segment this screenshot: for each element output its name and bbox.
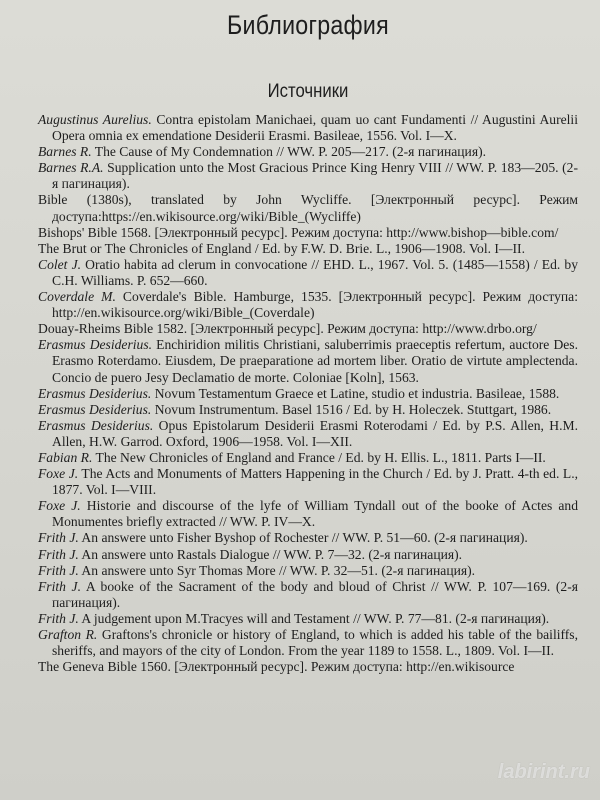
entry-text: The Acts and Monuments of Matters Happening in the Church / Ed. by J. Pratt. 4-th ed. L., 1877. Vol. I—VIII. [52,466,578,498]
entry-text: Novum Testamentum Graece et Latine, studio et industria. Basileae, 1588. [151,385,560,401]
bibliography-entry [38,241,578,257]
bibliography-entry [38,192,578,224]
entry-author: Barnes R.A. [38,160,104,176]
entry-text: The New Chronicles of England and France / Ed. by H. Ellis. L., 1811. Parts I—II. [92,449,546,465]
bibliography-entry [38,563,578,579]
bibliography-entry [38,498,578,530]
bibliography-entry [38,547,578,563]
entry-author: Frith J. [38,530,79,546]
entry-text: The Cause of My Condemnation // WW. P. 205—217. (2-я пагинация). [91,144,487,160]
entry-text: An answere unto Syr Thomas More // WW. P. 32—51. (2-я пагинация). [78,562,476,578]
entry-text: Bishops' Bible 1568. [Электронный ресурс]. Режим доступа: http://www.bishop—bible.com/ [38,224,559,240]
page-title: Библиография [227,10,389,40]
entry-author: Foxe J. [38,498,81,514]
entry-author: Coverdale M. [38,289,116,305]
entry-author: Colet J. [38,256,82,272]
entry-text: A judgement upon M.Tracyes will and Testament // WW. P. 77—81. (2-я пагинация). [78,610,550,626]
bibliography-entry [38,225,578,241]
entry-text: Supplication unto the Most Gracious Prince King Henry VIII // WW. P. 183—205. (2-я пагинация). [52,160,578,192]
entry-author: Erasmus Desiderius. [38,401,152,417]
entry-text: Graftons's chronicle or history of England, to which is added his table of the bailiffs, sheriffs, and mayors of the city of London. From the year 1189 to 1558. L., 1809. Vol. I—II. [52,627,578,659]
bibliography-entry [38,530,578,546]
bibliography-entry [38,418,578,450]
entry-text: An answere unto Fisher Byshop of Rochester // WW. P. 51—60. (2-я пагинация). [78,530,528,546]
entry-author: Erasmus Desiderius. [38,337,153,353]
entry-text: Oratio habita ad clerum in convocatione // EHD. L., 1967. Vol. 5. (1485—1558) / Ed. by C.H. Williams. P. 652—660. [52,256,578,288]
entry-text: Contra epistolam Manichaei, quam uo cant Fundamenti // Augustini Aurelii Opera omnia ex emendatione Desiderii Erasmi. Basileae, 1556. Vol. I—X. [52,112,578,144]
entry-author: Foxe J. [38,466,79,482]
entry-text: Opus Epistolarum Desiderii Erasmi Roterodami / Ed. by P.S. Allen, H.M. Allen, H.W. Garrod. Oxford, 1906—1958. Vol. I—XII. [52,417,578,449]
entry-author: Frith J. [38,610,79,626]
entry-text: A booke of the Sacrament of the body and bloud of Christ // WW. P. 107—169. (2-я пагинация). [52,578,578,610]
bibliography-entry [38,321,578,337]
entry-text: Novum Instrumentum. Basel 1516 / Ed. by H. Holeczek. Stuttgart, 1986. [151,401,552,417]
entry-text: Bible (1380s), translated by John Wycliffe. [Электронный ресурс]. Режим доступа:https://en.wikisource.org/wiki/Bible_(Wycliffe) [38,192,578,224]
watermark-logo: labirint.ru [497,761,590,783]
entry-text: The Geneva Bible 1560. [Электронный ресурс]. Режим доступа: http://en.wikisource [38,659,515,675]
bibliography-entry [38,257,578,289]
bibliography-list [38,112,578,675]
bibliography-entry [38,627,578,659]
bibliography-entry [38,450,578,466]
bibliography-entry [38,402,578,418]
entry-author: Fabian R. [38,449,93,465]
bibliography-entry [38,386,578,402]
bibliography-entry [38,337,578,385]
bibliography-entry [38,466,578,498]
section-title: Источники [267,81,349,102]
entry-author: Augustinus Aurelius. [38,112,152,127]
entry-text: The Brut or The Chronicles of England / Ed. by F.W. D. Brie. L., 1906—1908. Vol. I—II. [38,240,525,256]
entry-text: Coverdale's Bible. Hamburge, 1535. [Электронный ресурс]. Режим доступа: http://en.wikisource.org/wiki/Bible_(Coverdale) [52,289,578,321]
bibliography-entry [38,160,578,192]
entry-author: Frith J. [38,546,79,562]
entry-text: Douay-Rheims Bible 1582. [Электронный ресурс]. Режим доступа: http://www.drbo.org/ [38,321,537,337]
bibliography-entry [38,289,578,321]
bibliography-entry [38,579,578,611]
bibliography-entry [38,659,578,675]
entry-author: Frith J. [38,578,81,594]
entry-author: Erasmus Desiderius. [38,385,152,401]
entry-author: Barnes R. [38,144,92,160]
bibliography-entry [38,611,578,627]
bibliography-entry [38,112,578,144]
entry-author: Erasmus Desiderius. [38,417,154,433]
entry-author: Frith J. [38,562,79,578]
entry-author: Grafton R. [38,627,98,642]
bibliography-entry [38,144,578,160]
entry-text: Enchiridion militis Christiani, saluberrimis praeceptis refertum, auctore Des. Erasmo Roterdamo. Eiusdem, De praeparatione ad mortem liber. Oratio de virtute amplectenda. Concio de puero Jesy Declamatio de morte. Coloniae [Koln], 1563. [52,337,578,385]
entry-text: An answere unto Rastals Dialogue // WW. P. 7—32. (2-я пагинация). [78,546,463,562]
entry-text: Historie and discourse of the lyfe of William Tyndall out of the booke of Actes and Monumentes briefly extracted // WW. P. IV—X. [52,498,578,530]
